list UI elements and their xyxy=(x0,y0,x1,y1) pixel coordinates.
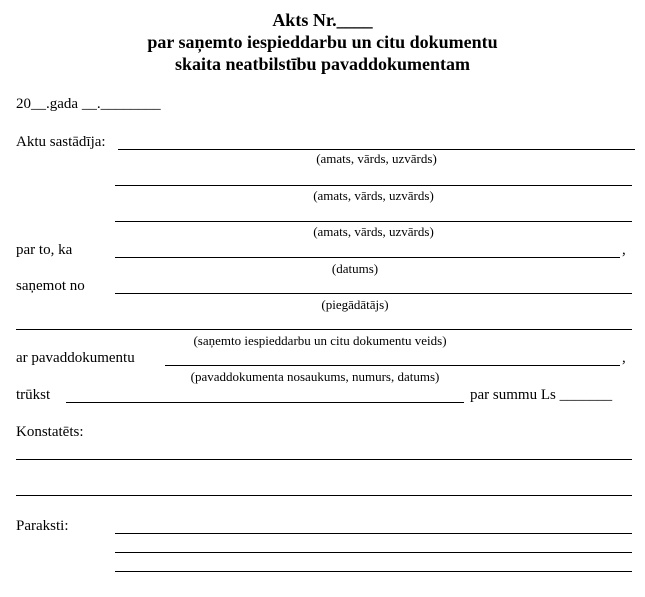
signature-line-1 xyxy=(115,533,632,534)
act-subtitle-line1: par saņemto iespieddarbu un citu dokumentu xyxy=(147,32,498,52)
date-caption: (datums) xyxy=(331,261,379,276)
received-from-line xyxy=(115,293,632,294)
established-line-2 xyxy=(16,495,632,496)
signature-line-3 xyxy=(115,571,632,572)
doc-type-line xyxy=(16,329,632,330)
missing-label: trūkst xyxy=(16,387,51,403)
supplier-caption: (piegādātājs) xyxy=(321,297,389,312)
received-from-label: saņemot no xyxy=(16,278,85,294)
composer-caption-3: (amats, vārds, uzvārds) xyxy=(313,224,434,239)
composer-caption-1: (amats, vārds, uzvārds) xyxy=(316,151,437,166)
accompanying-doc-line xyxy=(165,365,620,366)
established-label: Konstatēts: xyxy=(16,424,84,440)
composer-line-1 xyxy=(118,149,635,150)
about-label: par to, ka xyxy=(16,242,73,258)
accompanying-doc-caption: (pavaddokumenta nosaukums, numurs, datums) xyxy=(190,369,440,384)
signature-line-2 xyxy=(115,552,632,553)
established-line-1 xyxy=(16,459,632,460)
composer-caption-2: (amats, vārds, uzvārds) xyxy=(313,188,434,203)
accompanying-doc-comma: , xyxy=(622,350,626,366)
accompanying-doc-label: ar pavaddokumentu xyxy=(16,350,135,366)
doc-type-caption: (saņemto iespieddarbu un citu dokumentu veids) xyxy=(193,333,447,348)
signatures-label: Paraksti: xyxy=(16,518,69,534)
missing-line xyxy=(66,402,464,403)
act-subtitle-line2: skaita neatbilstību pavaddokumentam xyxy=(174,54,471,74)
date-line: 20__.gada __.________ xyxy=(16,96,161,112)
composer-label: Aktu sastādīja: xyxy=(16,134,106,150)
composer-line-2 xyxy=(115,185,632,186)
about-comma: , xyxy=(622,242,626,258)
act-title: Akts Nr.____ xyxy=(272,10,373,30)
composer-line-3 xyxy=(115,221,632,222)
about-line xyxy=(115,257,620,258)
sum-label: par summu Ls _______ xyxy=(470,387,613,403)
